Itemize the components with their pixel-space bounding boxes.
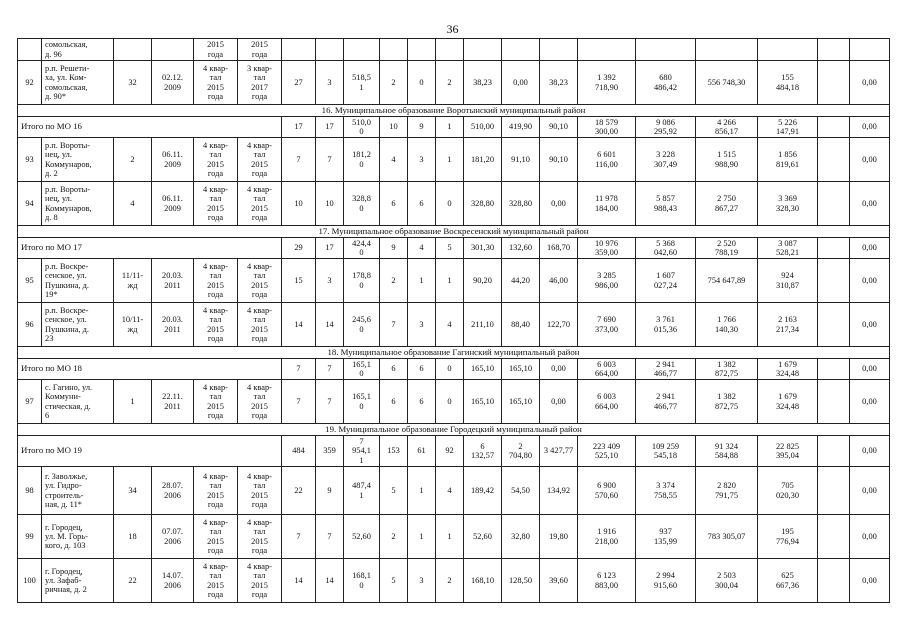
value-cell: 3 427,77: [540, 436, 578, 467]
value-cell: [540, 39, 578, 61]
value-cell: 4: [436, 467, 464, 515]
value-cell: 91 324 584,88: [696, 436, 758, 467]
value-cell: 484: [282, 436, 316, 467]
value-cell: 54,50: [502, 467, 540, 515]
period-start-cell: 4 квар- тал 2015 года: [194, 559, 238, 603]
flats-cell: 2: [114, 138, 152, 182]
date-cell: 06.11. 2009: [152, 182, 194, 226]
value-cell: 39,60: [540, 559, 578, 603]
value-cell: 7: [316, 515, 344, 559]
table-row: [18, 61, 890, 105]
section-title: 16. Муниципальное образование Воротынский муниципальный район: [18, 105, 890, 117]
date-cell: 20.03. 2011: [152, 303, 194, 347]
value-cell: 181,2 0: [344, 138, 380, 182]
value-cell: 5 857 988,43: [636, 182, 696, 226]
flats-cell: [114, 39, 152, 61]
value-cell: 9: [380, 238, 408, 259]
section-header-row: [18, 105, 890, 117]
value-cell: 90,10: [540, 138, 578, 182]
value-cell: 2: [436, 559, 464, 603]
value-cell: 9: [316, 467, 344, 515]
value-cell: 1 382 872,75: [696, 380, 758, 424]
value-cell: 178,8 0: [344, 259, 380, 303]
value-cell: 165,10: [502, 359, 540, 380]
value-cell: 92: [436, 436, 464, 467]
value-cell: 0,00: [850, 359, 890, 380]
value-cell: 5 226 147,91: [758, 117, 818, 138]
value-cell: 1 607 027,24: [636, 259, 696, 303]
value-cell: 181,20: [464, 138, 502, 182]
address-cell: р.п. Вороты- нец, ул. Коммунаров, д. 8: [42, 182, 114, 226]
value-cell: 1: [436, 138, 464, 182]
flats-cell: 10/11- жд: [114, 303, 152, 347]
value-cell: 0,00: [850, 436, 890, 467]
flats-cell: 34: [114, 467, 152, 515]
period-start-cell: 4 квар- тал 2015 года: [194, 515, 238, 559]
value-cell: 2: [380, 259, 408, 303]
value-cell: 510,00: [464, 117, 502, 138]
value-cell: 14: [316, 559, 344, 603]
value-cell: 168,70: [540, 238, 578, 259]
value-cell: 7: [282, 515, 316, 559]
value-cell: [818, 182, 850, 226]
value-cell: 680 486,42: [636, 61, 696, 105]
value-cell: 14: [316, 303, 344, 347]
address-cell: г. Заволжье, ул. Гидро- строитель- ная, д. 11*: [42, 467, 114, 515]
value-cell: 5: [436, 238, 464, 259]
row-number: 93: [18, 138, 42, 182]
value-cell: 22 825 395,04: [758, 436, 818, 467]
value-cell: 10 976 359,00: [578, 238, 636, 259]
value-cell: [850, 39, 890, 61]
value-cell: [758, 39, 818, 61]
row-number: [18, 39, 42, 61]
value-cell: [344, 39, 380, 61]
value-cell: 2: [380, 515, 408, 559]
address-cell: с. Гагино, ул. Коммуни- стическая, д. 6: [42, 380, 114, 424]
value-cell: 2 820 791,75: [696, 467, 758, 515]
value-cell: 0,00: [540, 380, 578, 424]
value-cell: 153: [380, 436, 408, 467]
value-cell: 38,23: [464, 61, 502, 105]
value-cell: 7: [282, 359, 316, 380]
value-cell: 0,00: [850, 303, 890, 347]
address-cell: сомольская, д. 96: [42, 39, 114, 61]
value-cell: 0,00: [850, 380, 890, 424]
value-cell: 625 667,36: [758, 559, 818, 603]
value-cell: 2: [436, 61, 464, 105]
value-cell: [818, 303, 850, 347]
value-cell: 195 776,94: [758, 515, 818, 559]
value-cell: 0,00: [850, 61, 890, 105]
value-cell: 328,80: [502, 182, 540, 226]
housing-relocation-table: [17, 38, 890, 603]
address-cell: р.п. Решети- ха, ул. Ком- сомольская, д. 90*: [42, 61, 114, 105]
value-cell: 7: [316, 380, 344, 424]
value-cell: 1 856 819,61: [758, 138, 818, 182]
value-cell: 9: [408, 117, 436, 138]
section-header-row: [18, 347, 890, 359]
row-number: 95: [18, 259, 42, 303]
value-cell: 3 087 528,21: [758, 238, 818, 259]
value-cell: 7: [316, 359, 344, 380]
value-cell: 22: [282, 467, 316, 515]
value-cell: 4: [436, 303, 464, 347]
period-end-cell: 4 квар- тал 2015 года: [238, 303, 282, 347]
value-cell: 2 941 466,77: [636, 359, 696, 380]
table-row: [18, 39, 890, 61]
address-cell: г. Городец, ул. Зафаб- ричная, д. 2: [42, 559, 114, 603]
value-cell: 14: [282, 303, 316, 347]
period-end-cell: 3 квар- тал 2017 года: [238, 61, 282, 105]
value-cell: [818, 436, 850, 467]
period-start-cell: 4 квар- тал 2015 года: [194, 259, 238, 303]
value-cell: 90,20: [464, 259, 502, 303]
value-cell: 211,10: [464, 303, 502, 347]
address-cell: р.п. Вороты- нец, ул. Коммунаров, д. 2: [42, 138, 114, 182]
table-row: [18, 380, 890, 424]
value-cell: [636, 39, 696, 61]
date-cell: 02.12. 2009: [152, 61, 194, 105]
total-label: Итого по МО 17: [18, 238, 282, 259]
value-cell: 6 003 664,00: [578, 380, 636, 424]
value-cell: 88,40: [502, 303, 540, 347]
value-cell: 15: [282, 259, 316, 303]
total-label: Итого по МО 16: [18, 117, 282, 138]
value-cell: 3: [316, 61, 344, 105]
value-cell: 301,30: [464, 238, 502, 259]
value-cell: 924 310,87: [758, 259, 818, 303]
period-start-cell: 2015 года: [194, 39, 238, 61]
total-label: Итого по МО 19: [18, 436, 282, 467]
value-cell: [818, 380, 850, 424]
value-cell: 3: [316, 259, 344, 303]
table-row: [18, 259, 890, 303]
date-cell: 20.03. 2011: [152, 259, 194, 303]
value-cell: 0,00: [540, 359, 578, 380]
period-start-cell: 4 квар- тал 2015 года: [194, 182, 238, 226]
date-cell: [152, 39, 194, 61]
value-cell: 61: [408, 436, 436, 467]
total-row: [18, 238, 890, 259]
period-start-cell: 4 квар- тал 2015 года: [194, 61, 238, 105]
value-cell: 3 369 328,30: [758, 182, 818, 226]
value-cell: 17: [282, 117, 316, 138]
value-cell: 5: [380, 559, 408, 603]
value-cell: 328,8 0: [344, 182, 380, 226]
value-cell: [818, 117, 850, 138]
value-cell: 2 704,80: [502, 436, 540, 467]
value-cell: 3 285 986,00: [578, 259, 636, 303]
value-cell: 1: [408, 259, 436, 303]
period-end-cell: 4 квар- тал 2015 года: [238, 259, 282, 303]
value-cell: 2 163 217,34: [758, 303, 818, 347]
value-cell: 10: [282, 182, 316, 226]
value-cell: 11 978 184,00: [578, 182, 636, 226]
value-cell: [818, 559, 850, 603]
table-row: [18, 138, 890, 182]
value-cell: 2 750 867,27: [696, 182, 758, 226]
value-cell: [282, 39, 316, 61]
value-cell: 14: [282, 559, 316, 603]
value-cell: 165,10: [502, 380, 540, 424]
value-cell: 0,00: [502, 61, 540, 105]
value-cell: 6 003 664,00: [578, 359, 636, 380]
value-cell: 29: [282, 238, 316, 259]
value-cell: 155 484,18: [758, 61, 818, 105]
date-cell: 22.11. 2011: [152, 380, 194, 424]
value-cell: 0,00: [850, 238, 890, 259]
value-cell: 2: [380, 61, 408, 105]
date-cell: 14.07. 2006: [152, 559, 194, 603]
value-cell: 0,00: [850, 138, 890, 182]
value-cell: 0,00: [850, 117, 890, 138]
value-cell: 5 368 042,60: [636, 238, 696, 259]
value-cell: 0,00: [540, 182, 578, 226]
value-cell: 359: [316, 436, 344, 467]
value-cell: 3: [408, 303, 436, 347]
row-number: 92: [18, 61, 42, 105]
value-cell: 46,00: [540, 259, 578, 303]
value-cell: 424,4 0: [344, 238, 380, 259]
date-cell: 28.07. 2006: [152, 467, 194, 515]
value-cell: 0,00: [850, 467, 890, 515]
date-cell: 06.11. 2009: [152, 138, 194, 182]
row-number: 97: [18, 380, 42, 424]
value-cell: [818, 359, 850, 380]
value-cell: 4 266 856,17: [696, 117, 758, 138]
value-cell: 122,70: [540, 303, 578, 347]
value-cell: 1 766 140,30: [696, 303, 758, 347]
period-end-cell: 4 квар- тал 2015 года: [238, 182, 282, 226]
table-row: [18, 303, 890, 347]
value-cell: 7: [380, 303, 408, 347]
flats-cell: 32: [114, 61, 152, 105]
value-cell: [380, 39, 408, 61]
value-cell: 6: [380, 359, 408, 380]
value-cell: 6 132,57: [464, 436, 502, 467]
value-cell: 1 392 718,90: [578, 61, 636, 105]
value-cell: 18 579 300,00: [578, 117, 636, 138]
value-cell: 487,4 1: [344, 467, 380, 515]
date-cell: 07.07. 2006: [152, 515, 194, 559]
flats-cell: 11/11- жд: [114, 259, 152, 303]
value-cell: 165,10: [464, 359, 502, 380]
value-cell: 518,5 1: [344, 61, 380, 105]
period-end-cell: 4 квар- тал 2015 года: [238, 380, 282, 424]
section-header-row: [18, 226, 890, 238]
value-cell: 4: [380, 138, 408, 182]
table-row: [18, 182, 890, 226]
value-cell: [696, 39, 758, 61]
value-cell: 4: [408, 238, 436, 259]
value-cell: [818, 467, 850, 515]
section-header-row: [18, 424, 890, 436]
value-cell: 6 123 883,00: [578, 559, 636, 603]
section-title: 19. Муниципальное образование Городецкий муниципальный район: [18, 424, 890, 436]
value-cell: 0,00: [850, 559, 890, 603]
value-cell: 2 994 915,60: [636, 559, 696, 603]
address-cell: р.п. Воскре- сенское, ул. Пушкина, д. 23: [42, 303, 114, 347]
value-cell: 0: [436, 380, 464, 424]
value-cell: 419,90: [502, 117, 540, 138]
period-end-cell: 4 квар- тал 2015 года: [238, 138, 282, 182]
flats-cell: 1: [114, 380, 152, 424]
row-number: 98: [18, 467, 42, 515]
row-number: 99: [18, 515, 42, 559]
value-cell: 2 941 466,77: [636, 380, 696, 424]
value-cell: 783 305,07: [696, 515, 758, 559]
value-cell: 2 520 788,19: [696, 238, 758, 259]
period-end-cell: 4 квар- тал 2015 года: [238, 467, 282, 515]
value-cell: 1 382 872,75: [696, 359, 758, 380]
value-cell: [316, 39, 344, 61]
value-cell: 10: [316, 182, 344, 226]
value-cell: 0: [408, 61, 436, 105]
period-start-cell: 4 квар- тал 2015 года: [194, 467, 238, 515]
value-cell: 5: [380, 467, 408, 515]
value-cell: 7 954,1 1: [344, 436, 380, 467]
period-end-cell: 2015 года: [238, 39, 282, 61]
value-cell: [818, 138, 850, 182]
value-cell: 2 503 300,04: [696, 559, 758, 603]
value-cell: 6: [408, 380, 436, 424]
table-row: [18, 467, 890, 515]
total-row: [18, 117, 890, 138]
value-cell: [408, 39, 436, 61]
value-cell: 1 515 988,90: [696, 138, 758, 182]
total-row: [18, 359, 890, 380]
value-cell: 6: [380, 380, 408, 424]
value-cell: 6: [380, 182, 408, 226]
flats-cell: 22: [114, 559, 152, 603]
value-cell: 6 601 116,00: [578, 138, 636, 182]
value-cell: 754 647,89: [696, 259, 758, 303]
period-start-cell: 4 квар- тал 2015 года: [194, 380, 238, 424]
value-cell: 3 374 758,55: [636, 467, 696, 515]
value-cell: 1 679 324,48: [758, 380, 818, 424]
value-cell: 7: [282, 380, 316, 424]
value-cell: 3: [408, 559, 436, 603]
value-cell: 165,1 0: [344, 380, 380, 424]
value-cell: 38,23: [540, 61, 578, 105]
value-cell: 1: [408, 467, 436, 515]
table-row: [18, 559, 890, 603]
table-row: [18, 515, 890, 559]
value-cell: 6 900 570,60: [578, 467, 636, 515]
value-cell: 6: [408, 182, 436, 226]
period-end-cell: 4 квар- тал 2015 года: [238, 559, 282, 603]
value-cell: 0: [436, 359, 464, 380]
value-cell: 128,50: [502, 559, 540, 603]
value-cell: 3 228 307,49: [636, 138, 696, 182]
value-cell: [818, 39, 850, 61]
value-cell: 3: [408, 138, 436, 182]
value-cell: 937 135,99: [636, 515, 696, 559]
period-start-cell: 4 квар- тал 2015 года: [194, 303, 238, 347]
section-title: 17. Муниципальное образование Воскресенский муниципальный район: [18, 226, 890, 238]
value-cell: 17: [316, 238, 344, 259]
value-cell: 189,42: [464, 467, 502, 515]
value-cell: 510,0 0: [344, 117, 380, 138]
value-cell: 223 409 525,10: [578, 436, 636, 467]
row-number: 96: [18, 303, 42, 347]
value-cell: 168,10: [464, 559, 502, 603]
value-cell: [818, 238, 850, 259]
flats-cell: 18: [114, 515, 152, 559]
value-cell: 9 086 295,92: [636, 117, 696, 138]
value-cell: 134,92: [540, 467, 578, 515]
value-cell: 27: [282, 61, 316, 105]
value-cell: 0: [436, 182, 464, 226]
section-title: 18. Муниципальное образование Гагинский муниципальный район: [18, 347, 890, 359]
value-cell: 7: [316, 138, 344, 182]
value-cell: [502, 39, 540, 61]
value-cell: 52,60: [464, 515, 502, 559]
value-cell: 165,10: [464, 380, 502, 424]
value-cell: 44,20: [502, 259, 540, 303]
value-cell: 109 259 545,18: [636, 436, 696, 467]
value-cell: 7 690 373,00: [578, 303, 636, 347]
value-cell: 1: [436, 515, 464, 559]
value-cell: 556 748,30: [696, 61, 758, 105]
value-cell: 1 679 324,48: [758, 359, 818, 380]
value-cell: [464, 39, 502, 61]
value-cell: [818, 515, 850, 559]
address-cell: г. Городец, ул. М. Горь- кого, д. 103: [42, 515, 114, 559]
period-end-cell: 4 квар- тал 2015 года: [238, 515, 282, 559]
value-cell: 0,00: [850, 182, 890, 226]
value-cell: 1 916 218,00: [578, 515, 636, 559]
value-cell: 0,00: [850, 259, 890, 303]
address-cell: р.п. Воскре- сенское, ул. Пушкина, д. 19*: [42, 259, 114, 303]
row-number: 94: [18, 182, 42, 226]
value-cell: [578, 39, 636, 61]
value-cell: 19,80: [540, 515, 578, 559]
value-cell: 132,60: [502, 238, 540, 259]
value-cell: 91,10: [502, 138, 540, 182]
value-cell: 52,60: [344, 515, 380, 559]
value-cell: 6: [408, 359, 436, 380]
value-cell: 0,00: [850, 515, 890, 559]
page-number: 36: [446, 22, 459, 36]
total-row: [18, 436, 890, 467]
value-cell: 17: [316, 117, 344, 138]
value-cell: 328,80: [464, 182, 502, 226]
value-cell: [436, 39, 464, 61]
value-cell: 1: [436, 117, 464, 138]
value-cell: 1: [408, 515, 436, 559]
value-cell: [818, 61, 850, 105]
value-cell: 245,6 0: [344, 303, 380, 347]
value-cell: 7: [282, 138, 316, 182]
value-cell: 705 020,30: [758, 467, 818, 515]
value-cell: 168,1 0: [344, 559, 380, 603]
value-cell: 3 761 015,36: [636, 303, 696, 347]
total-label: Итого по МО 18: [18, 359, 282, 380]
value-cell: 10: [380, 117, 408, 138]
value-cell: 90,10: [540, 117, 578, 138]
value-cell: [818, 259, 850, 303]
value-cell: 1: [436, 259, 464, 303]
value-cell: 32,80: [502, 515, 540, 559]
period-start-cell: 4 квар- тал 2015 года: [194, 138, 238, 182]
value-cell: 165,1 0: [344, 359, 380, 380]
flats-cell: 4: [114, 182, 152, 226]
row-number: 100: [18, 559, 42, 603]
